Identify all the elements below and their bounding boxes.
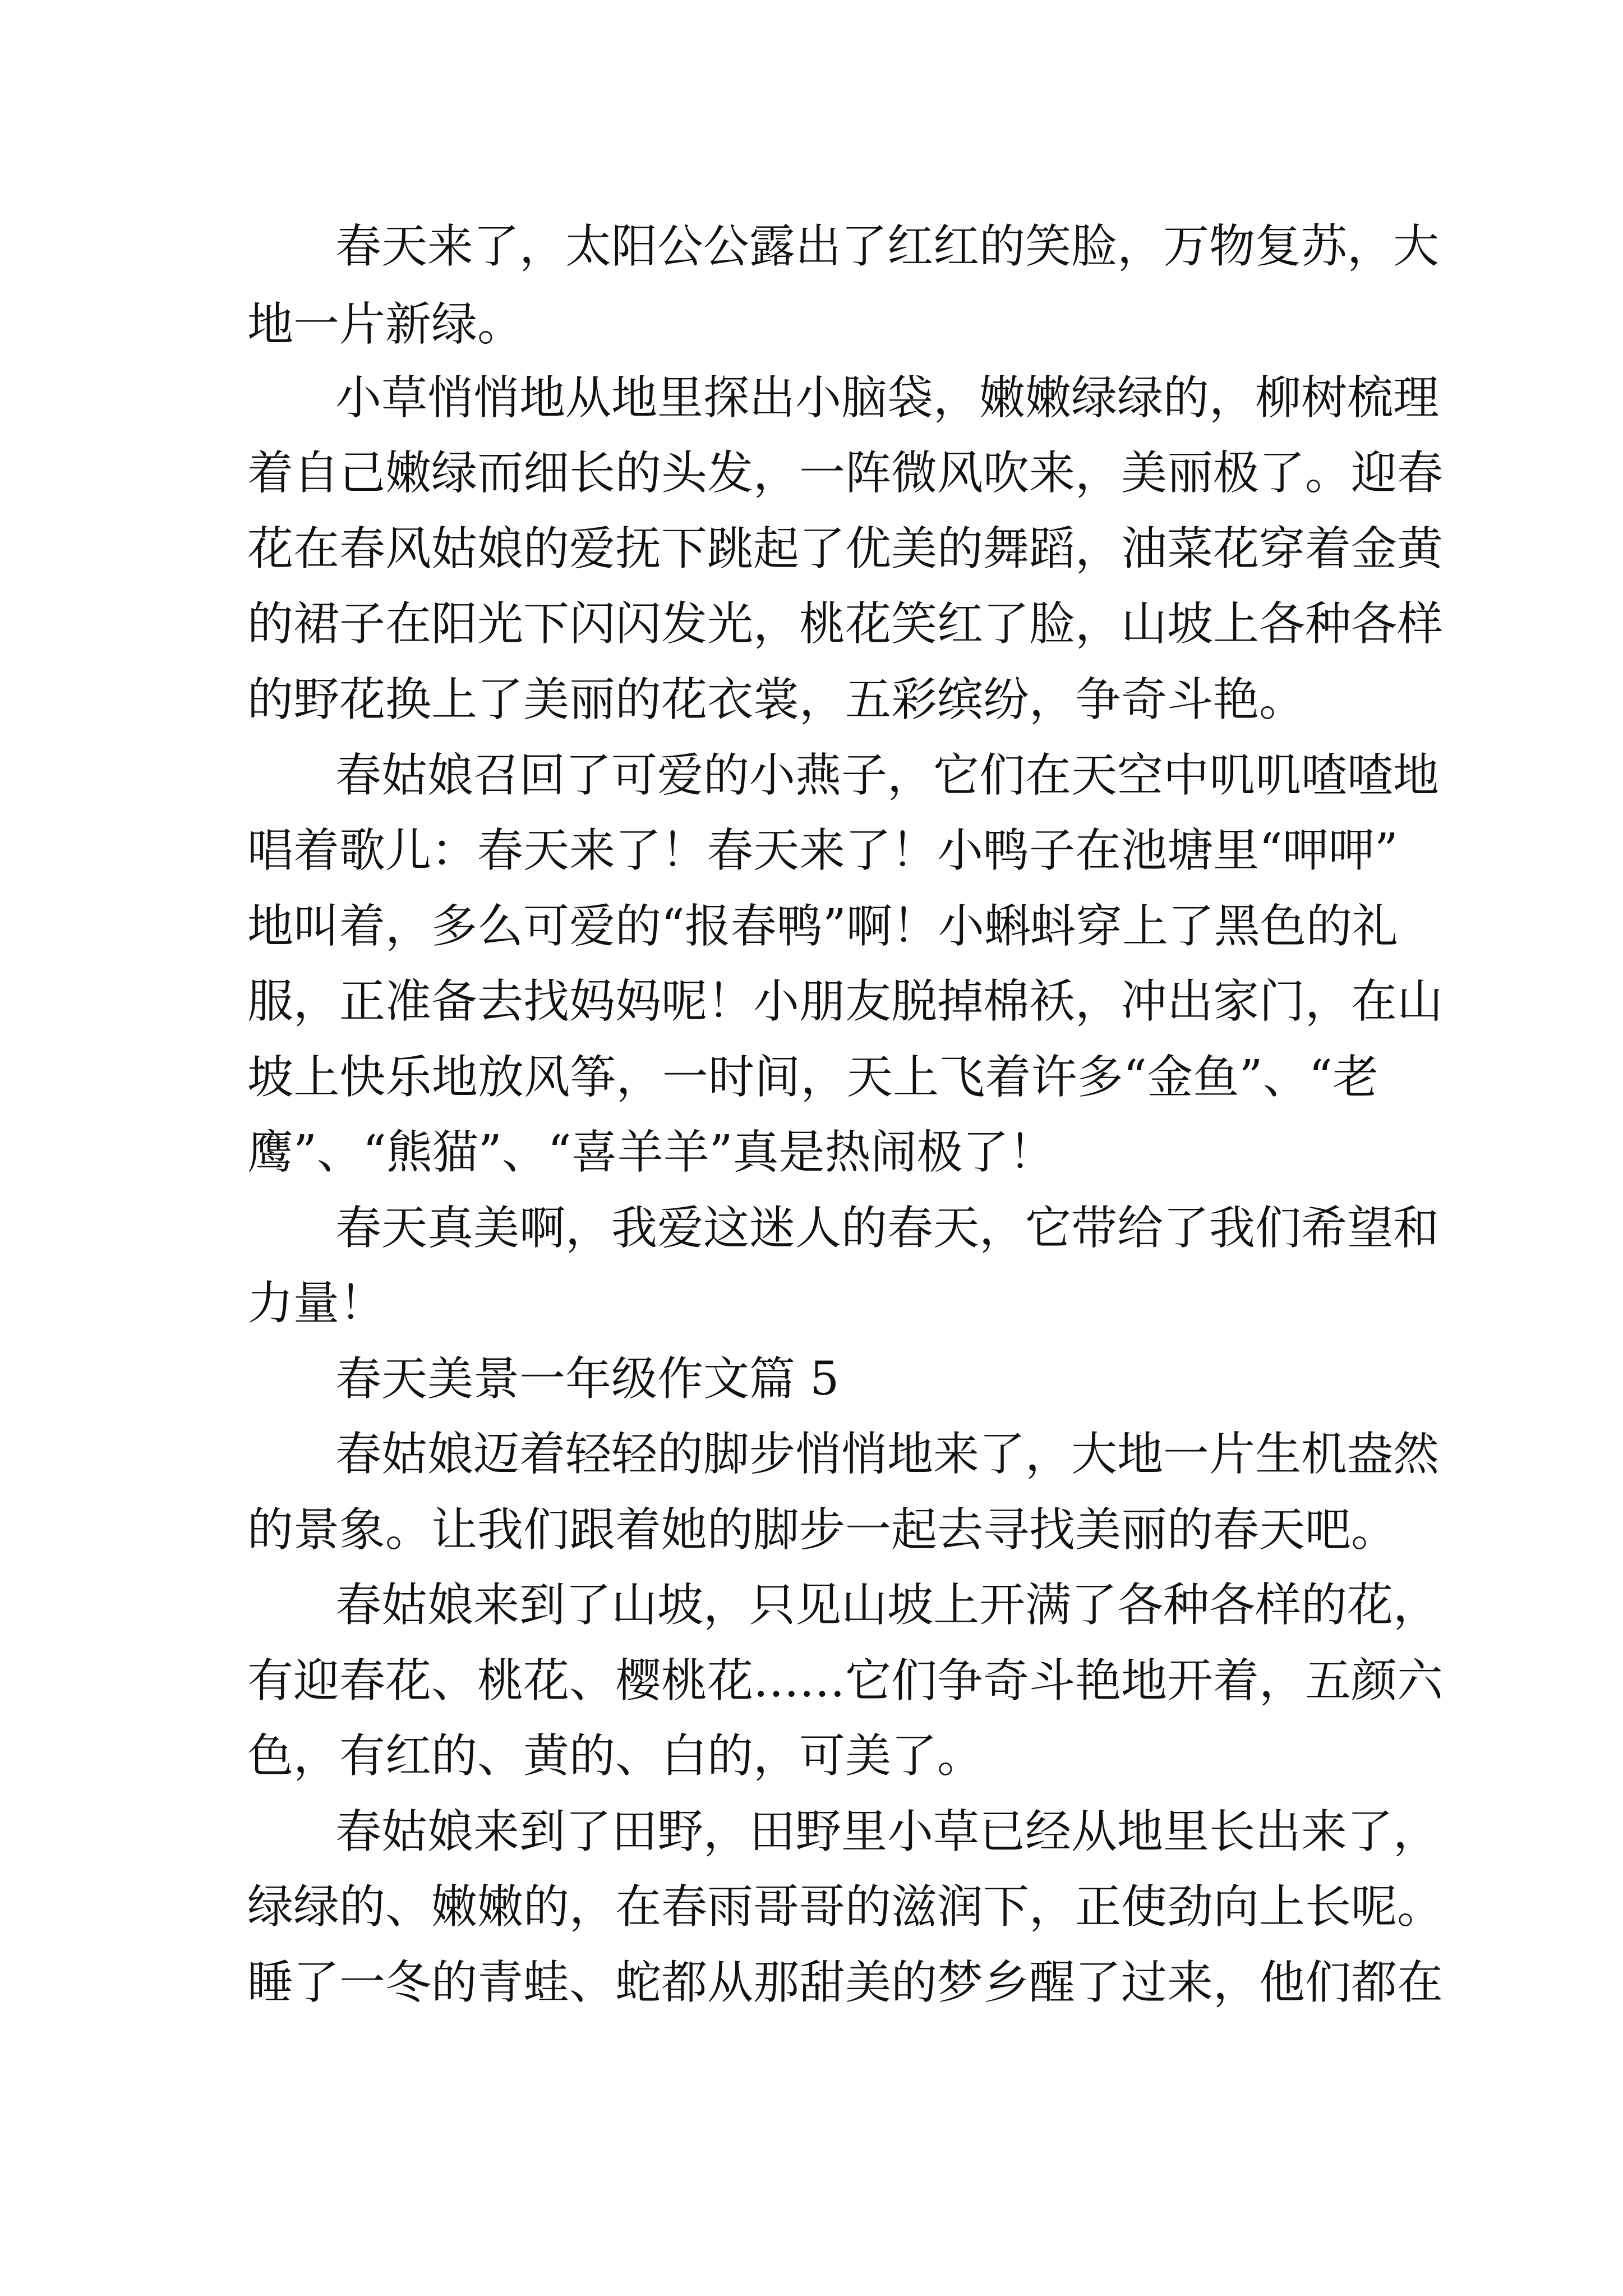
text-line: 小草悄悄地从地里探出小脑袋，嫩嫩绿绿的，柳树梳理 (335, 371, 1440, 425)
text-line: 坡上快乐地放风筝，一时间，天上飞着许多“金鱼”、“老 (247, 1051, 1378, 1104)
text-line: 色，有红的、黄的、白的，可美了。 (247, 1729, 984, 1783)
text-line: 春姑娘来到了山坡，只见山坡上开满了各种各样的花， (335, 1579, 1440, 1632)
text-line: 春姑娘迈着轻轻的脚步悄悄地来了，大地一片生机盎然 (335, 1428, 1440, 1481)
text-line: 地叫着，多么可爱的“报春鸭”啊！小蝌蚪穿上了黑色的礼 (247, 900, 1398, 953)
text-line: 春姑娘召回了可爱的小燕子，它们在天空中叽叽喳喳地 (335, 749, 1440, 802)
text-line: 有迎春花、桃花、樱桃花……它们争奇斗艳地开着，五颜六 (247, 1654, 1444, 1708)
text-line: 的裙子在阳光下闪闪发光，桃花笑红了脸，山坡上各种各样 (247, 597, 1444, 651)
text-line: 鹰”、“熊猫”、“喜羊羊”真是热闹极了！ (247, 1126, 1055, 1179)
text-line: 睡了一冬的青蛙、蛇都从那甜美的梦乡醒了过来，他们都在 (247, 1956, 1444, 2009)
text-line: 春天来了，太阳公公露出了红红的笑脸，万物复苏，大 (335, 220, 1440, 273)
text-line: 春天真美啊，我爱这迷人的春天，它带给了我们希望和 (335, 1202, 1440, 1255)
text-line: 花在春风姑娘的爱抚下跳起了优美的舞蹈，油菜花穿着金黄 (247, 522, 1444, 576)
text-line: 着自己嫩绿而细长的头发，一阵微风吹来，美丽极了。迎春 (247, 447, 1444, 500)
text-line: 的野花换上了美丽的花衣裳，五彩缤纷，争奇斗艳。 (247, 673, 1306, 726)
text-line: 服，正准备去找妈妈呢！小朋友脱掉棉袄，冲出家门，在山 (247, 975, 1444, 1028)
text-line: 春姑娘来到了田野，田野里小草已经从地里长出来了， (335, 1805, 1440, 1858)
text-line: 的景象。让我们跟着她的脚步一起去寻找美丽的春天吧。 (247, 1503, 1398, 1557)
text-line: 地一片新绿。 (247, 298, 524, 351)
text-line: 唱着歌儿：春天来了！春天来了！小鸭子在池塘里“呷呷” (247, 824, 1398, 877)
section-heading: 春天美景一年级作文篇 5 (335, 1352, 840, 1406)
text-line: 力量！ (247, 1277, 386, 1330)
text-line: 绿绿的、嫩嫩的，在春雨哥哥的滋润下，正使劲向上长呢。 (247, 1880, 1444, 1934)
